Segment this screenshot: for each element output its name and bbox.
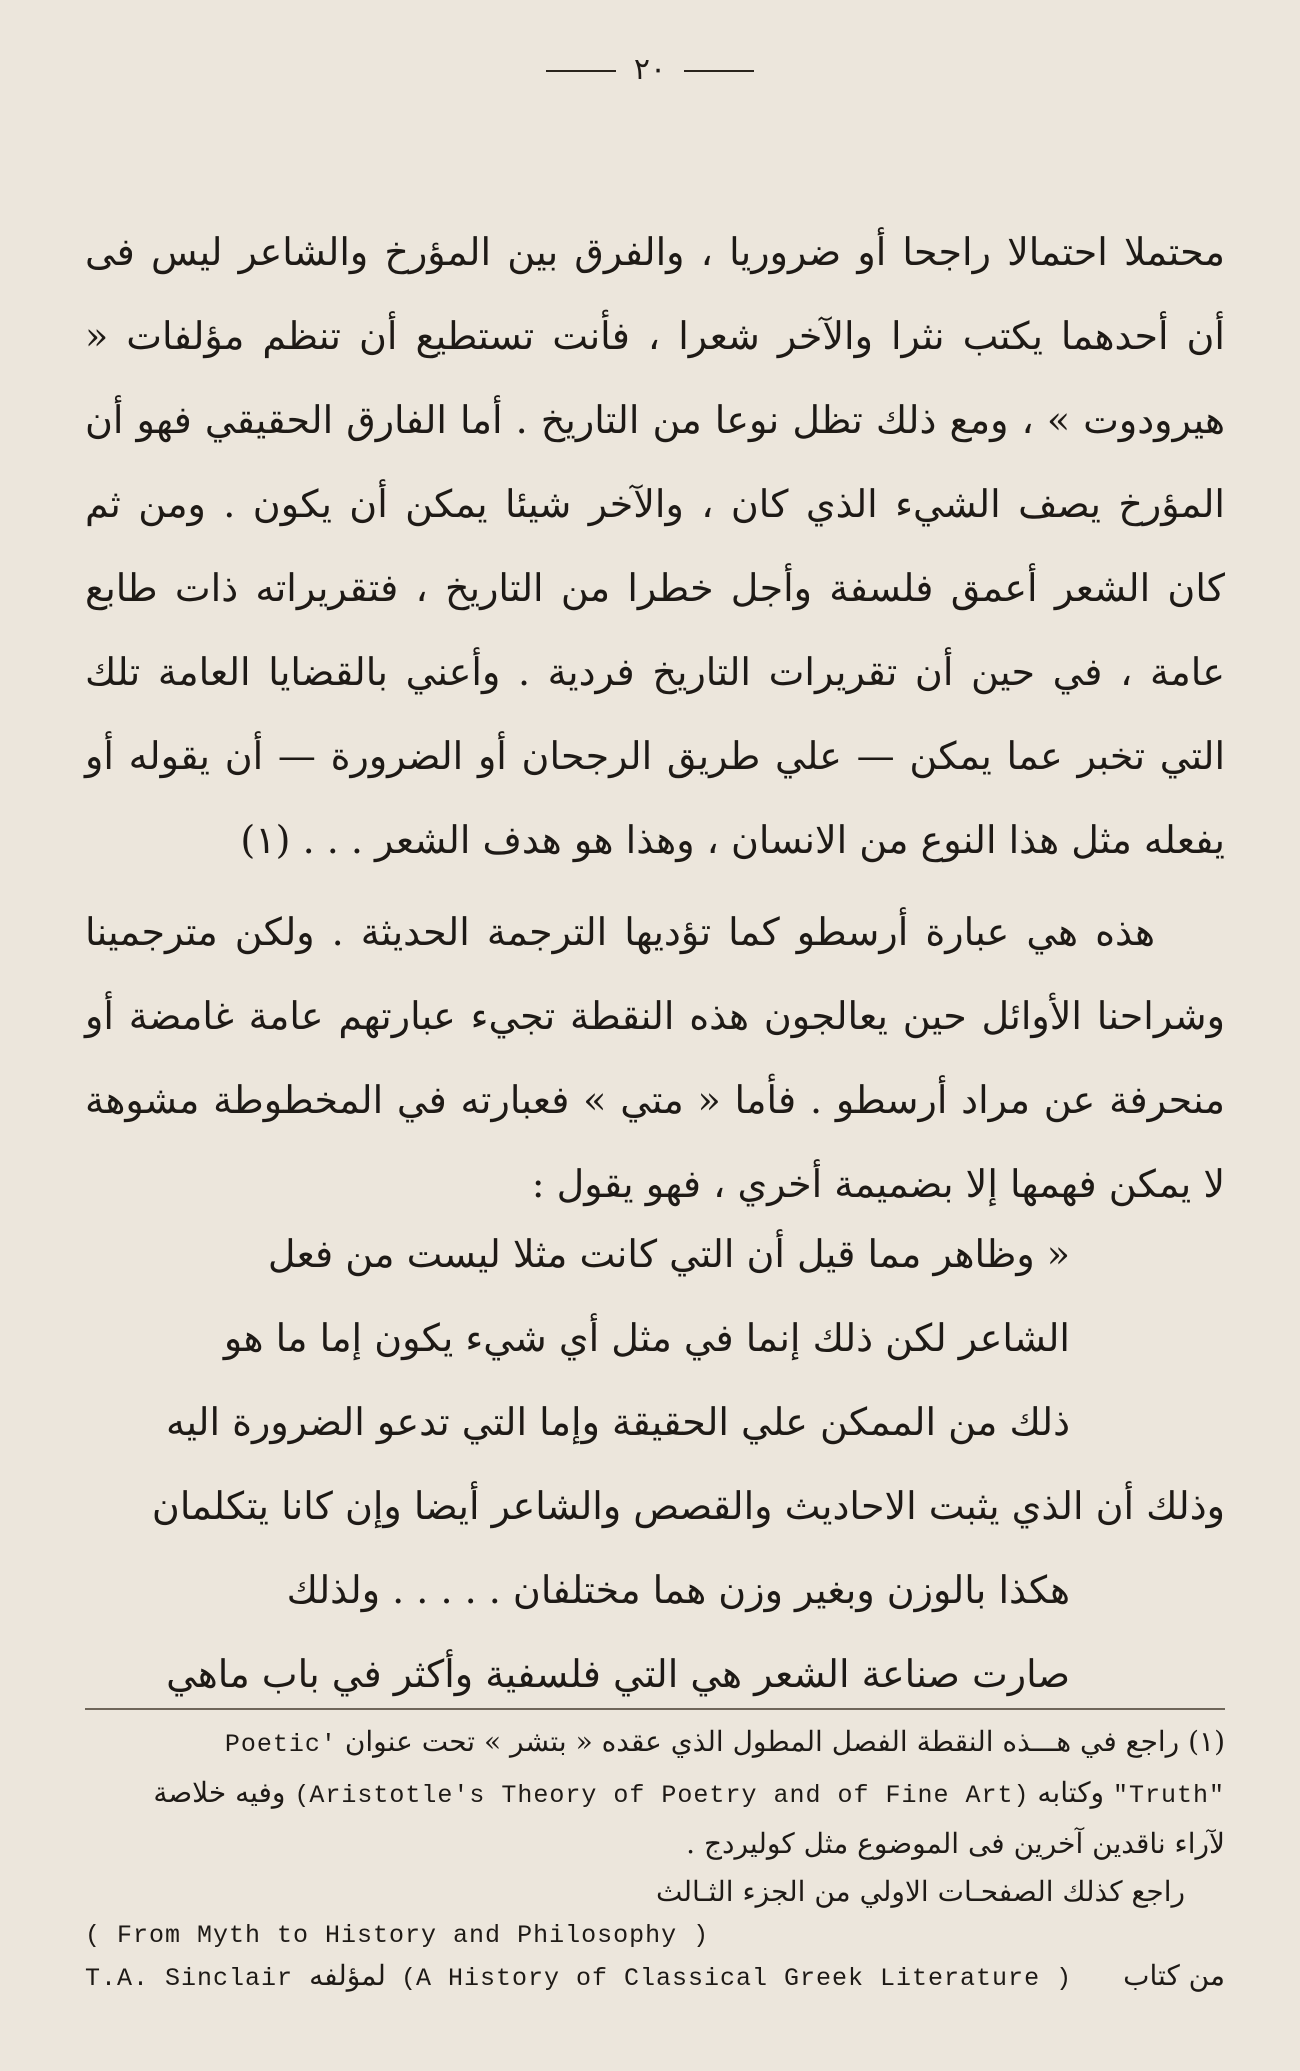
page-number: ٢٠	[633, 52, 667, 87]
quote-line-2: الشاعر لكن ذلك إنما في مثل أي شيء يكون إما ما هو	[223, 1316, 1070, 1360]
footnote-6-ar-b: من كتاب	[1123, 1959, 1225, 1992]
quote-line-4: وذلك أن الذي يثبت الاحاديث والقصص والشاعر أيضا وإن كانا يتكلمان	[151, 1484, 1225, 1528]
footnote-line-1	[85, 1718, 1225, 1769]
quote-line-1: « وظاهر مما قيل أن التي كانت مثلا ليست من فعل	[267, 1232, 1070, 1276]
footnote-divider	[85, 1708, 1225, 1710]
paragraph-2: هذه هي عبارة أرسطو كما تؤديها الترجمة الحديثة . ولكن مترجمينا وشراحنا الأوائل حين يعالجون هذه النقطة تجيء عبارتهم عامة غامضة أو منحرفة عن مراد أرسطو . فأما « متي » فعبارته في المخطوطة مشوهة لا يمكن فهمها إلا بضميمة أخري ، فهو يقول :	[85, 910, 1225, 1206]
paragraph-1: محتملا احتمالا راجحا أو ضروريا ، والفرق بين المؤرخ والشاعر ليس فى أن أحدهما يكتب نثرا والآخر شعرا ، فأنت تستطيع أن تنظم مؤلفات « هيرودوت » ، ومع ذلك تظل نوعا من التاريخ . أما الفارق الحقيقي فهو أن المؤرخ يصف الشيء الذي كان ، والآخر شيئا يمكن أن يكون . ومن ثم كان الشعر أعمق فلسفة وأجل خطرا من التاريخ ، فتقريراته ذات طابع عامة ، في حين أن تقريرات التاريخ فردية . وأعني بالقضايا العامة تلك التي تخبر عما يمكن — علي طريق الرجحان أو الضرورة — أن يقوله أو يفعله مثل هذا النوع من الانسان ، وهذا هو هدف الشعر . . . (١)	[85, 230, 1225, 862]
footnote-2-ar-b: وفيه خلاصة	[153, 1776, 286, 1809]
footnote-2-ar-a: وكتابه	[1037, 1776, 1105, 1809]
footnote-1-latin: 'Poetic	[224, 1730, 336, 1759]
quote-line-5: هكذا بالوزن وبغير وزن هما مختلفان . . . . . ولذلك	[286, 1568, 1070, 1612]
footnote-6-ar-a: لمؤلفه	[309, 1959, 386, 1992]
footnote-2-latin-a: "Truth"	[1112, 1781, 1225, 1810]
footnote-line-3: لآراء ناقدين آخرين فى الموضوع مثل كوليردج .	[686, 1827, 1225, 1860]
footnote-2-latin-b: (Aristotle's Theory of Poetry and of Fine Art)	[294, 1781, 1029, 1810]
author-name: T.A. Sinclair	[85, 1964, 294, 1993]
quote-line-3: ذلك من الممكن علي الحقيقة وإما التي تدعو الضرورة اليه	[166, 1400, 1070, 1444]
book-title: (A History of Classical Greek Literature )	[400, 1964, 1072, 1993]
page-header	[0, 52, 1300, 87]
footnote-line-5: ( From Myth to History and Philosophy )	[85, 1921, 710, 1950]
footnote-6-left	[85, 1956, 1071, 1999]
quotation-block	[85, 1212, 1225, 1716]
footnote-line-2	[85, 1769, 1225, 1820]
left-dash	[546, 70, 616, 72]
quote-line-6: صارت صناعة الشعر هي التي فلسفية وأكثر في باب ماهي	[166, 1652, 1070, 1696]
footnote-line-4: راجع كذلك الصفحـات الاولي من الجزء الثـالث	[656, 1875, 1185, 1908]
right-dash	[684, 70, 754, 72]
footnotes	[85, 1718, 1225, 1999]
main-text	[85, 210, 1225, 1234]
footnote-1-text: (١) راجع في هـــذه النقطة الفصل المطول الذي عقده « بتشر » تحت عنوان	[344, 1725, 1225, 1758]
footnote-line-6	[85, 1956, 1225, 1999]
